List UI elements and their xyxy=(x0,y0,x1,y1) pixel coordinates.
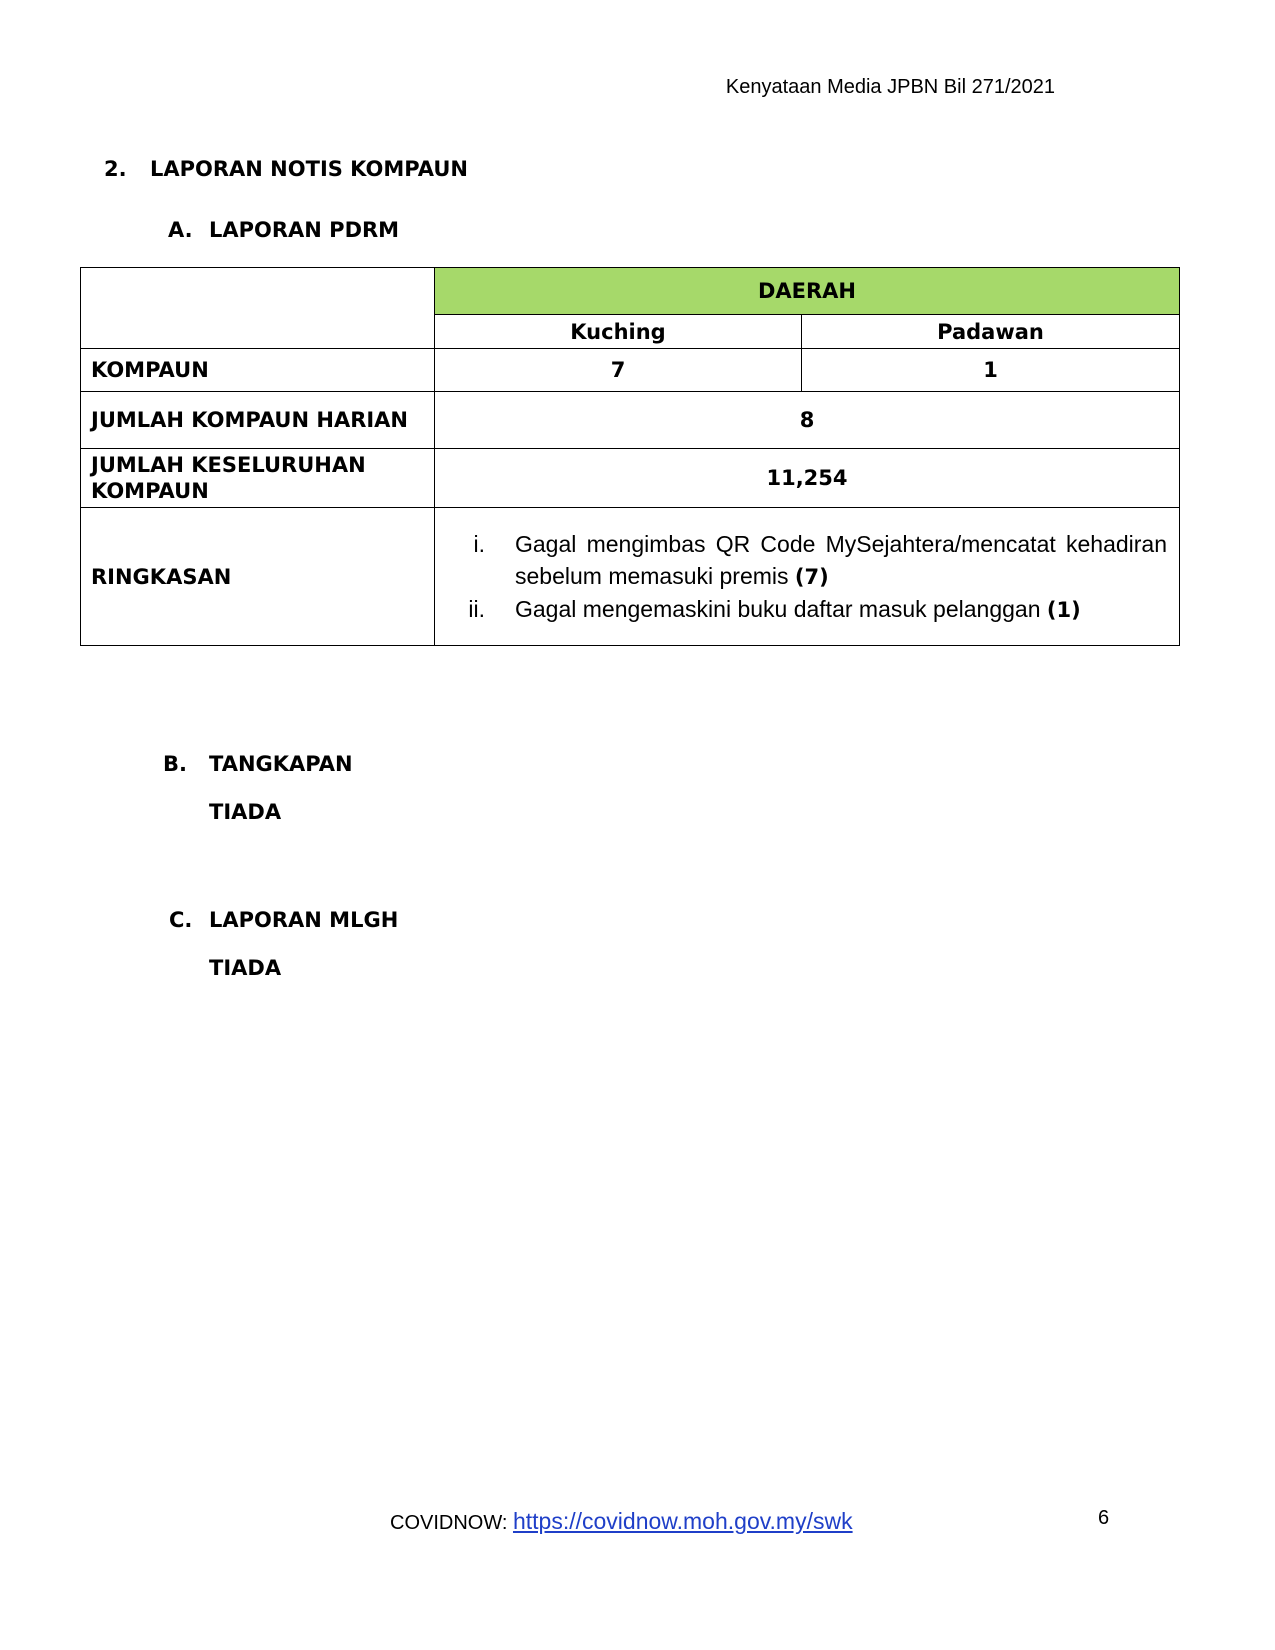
kompaun-label: KOMPAUN xyxy=(81,349,435,392)
pdrm-compound-table xyxy=(80,267,1180,646)
kompaun-padawan-value: 1 xyxy=(802,349,1180,392)
ringkasan-content xyxy=(435,508,1180,646)
kompaun-kuching-value: 7 xyxy=(435,349,802,392)
table-corner-cell xyxy=(81,268,435,349)
list-item-text xyxy=(515,593,1169,626)
covidnow-link[interactable]: https://covidnow.moh.gov.my/swk xyxy=(512,1508,853,1534)
list-item-number: ii. xyxy=(468,595,485,622)
section-title: LAPORAN NOTIS KOMPAUN xyxy=(150,157,468,181)
daerah-header: DAERAH xyxy=(435,268,1180,315)
ringkasan-list xyxy=(445,528,1169,626)
subsection-b-letter: B. xyxy=(163,752,187,776)
list-item-text xyxy=(515,528,1169,593)
subsection-c-content: TIADA xyxy=(209,956,282,980)
district-kuching-header: Kuching xyxy=(435,315,802,349)
jumlah-kompaun-harian-label: JUMLAH KOMPAUN HARIAN xyxy=(81,392,435,449)
subsection-c-letter: C. xyxy=(169,908,193,932)
summary-text: Gagal mengemaskini buku daftar masuk pelanggan xyxy=(515,595,1041,622)
summary-count: (1) xyxy=(1046,597,1081,622)
list-item-number: i. xyxy=(473,530,485,557)
district-padawan-header: Padawan xyxy=(802,315,1180,349)
list-item xyxy=(445,593,1169,626)
document-reference: Kenyataan Media JPBN Bil 271/2021 xyxy=(725,76,1055,98)
subsection-b-content: TIADA xyxy=(209,800,282,824)
summary-text: Gagal mengimbas QR Code MySejahtera/mencatat kehadiran sebelum memasuki premis xyxy=(515,530,1167,589)
subsection-a-letter: A. xyxy=(168,218,193,242)
subsection-b-title: TANGKAPAN xyxy=(209,752,353,776)
table-row xyxy=(81,449,1180,508)
table-row xyxy=(81,392,1180,449)
jumlah-keseluruhan-kompaun-label xyxy=(81,449,435,508)
label-line: JUMLAH KESELURUHAN xyxy=(91,453,366,477)
footer-label: COVIDNOW: xyxy=(390,1512,508,1534)
subsection-c-title: LAPORAN MLGH xyxy=(209,908,399,932)
footer xyxy=(390,1508,853,1535)
subsection-a-title: LAPORAN PDRM xyxy=(209,218,400,242)
table-row xyxy=(81,508,1180,646)
table-row xyxy=(81,349,1180,392)
page-number: 6 xyxy=(1098,1507,1110,1529)
section-number: 2. xyxy=(104,157,127,181)
list-item xyxy=(445,528,1169,593)
summary-count: (7) xyxy=(794,564,829,589)
jumlah-keseluruhan-kompaun-value: 11,254 xyxy=(435,449,1180,508)
ringkasan-label: RINGKASAN xyxy=(81,508,435,646)
label-line: KOMPAUN xyxy=(91,479,209,503)
jumlah-kompaun-harian-value: 8 xyxy=(435,392,1180,449)
